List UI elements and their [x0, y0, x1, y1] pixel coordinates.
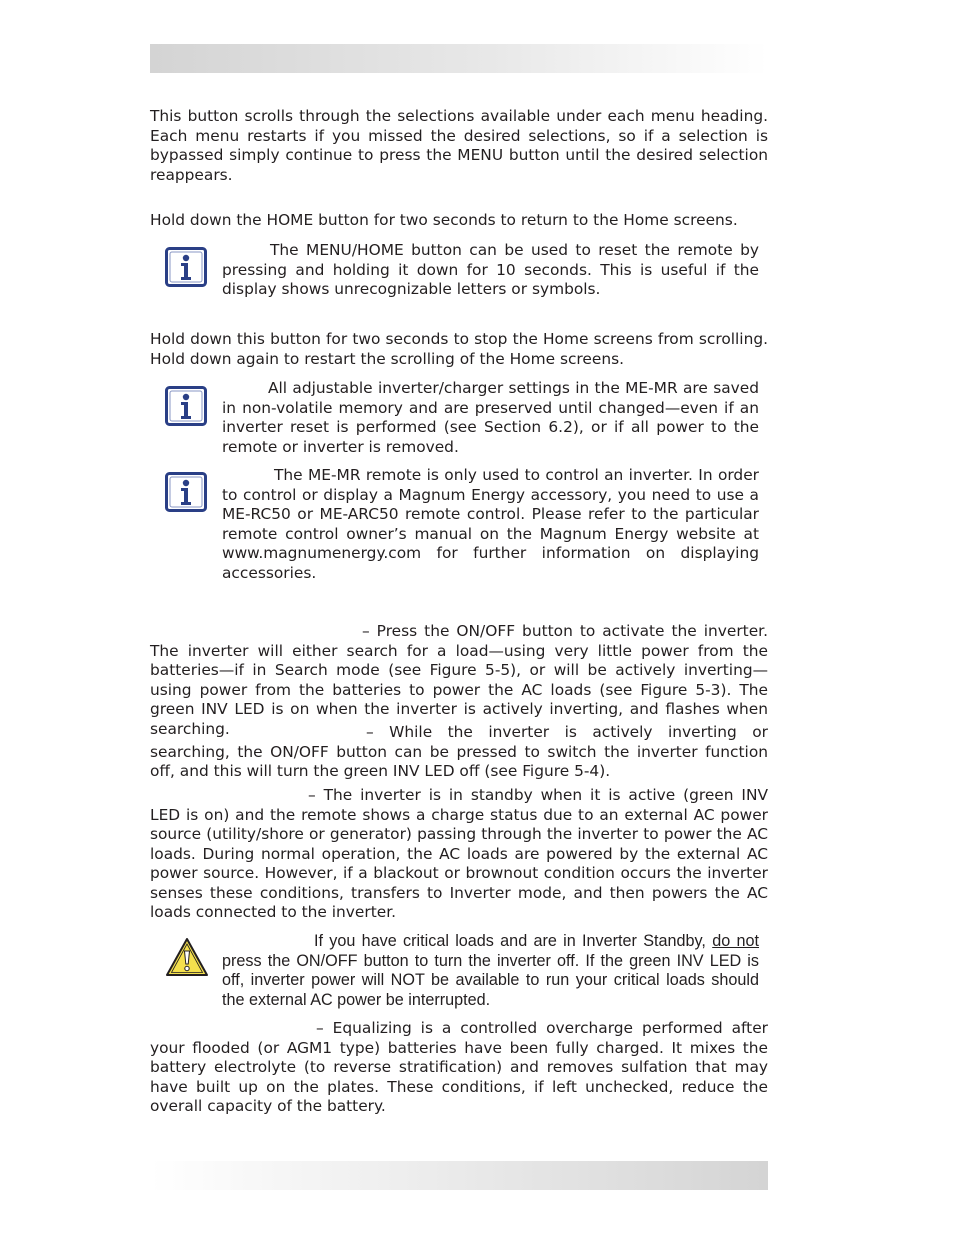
info-icon [165, 472, 207, 512]
footer-bar [150, 1161, 768, 1190]
note-reset: The MENU/HOME button can be used to reset the remote by pressing and holding it down for 10 seconds. This is useful if the display shows unrecognizable letters or symbols. [222, 241, 759, 298]
caution-icon [165, 937, 209, 978]
note-accessory: The ME-MR remote is only used to control an inverter. In order to control or display a Magnum Energy accessory, you need to use a ME-RC50 or ME-ARC50 remote control. Please refer to the particular remote control owner’s manual on the Magnum Energy website at www.magnumenergy.com for further information on displaying accessories. [222, 466, 759, 582]
header-bar [150, 44, 768, 73]
caution-note: If you have critical loads and are in Inverter Standby, do not press the ON/OFF button to turn the inverter off. If the green INV LED is off, inverter power will NOT be available to run your critical loads should the external AC power be interrupted. [222, 932, 759, 1009]
inverter-off-paragraph: – While the inverter is actively inverting or searching, the ON/OFF button can be pressed to switch the inverter function off, and this will turn the green INV LED off (see Figure 5-4). [150, 723, 768, 780]
inverter-on-paragraph: – Press the ON/OFF button to activate the inverter. The inverter will either search for a load—using very little power from the batteries—if in Search mode (see Figure 5-5), or will be actively inverting—using power from the batteries to power the AC loads (see Figure 5-3). The green INV LED is on when the inverter is actively inverting, and flashes when searching. [150, 622, 768, 738]
stop-scroll-paragraph: Hold down this button for two seconds to stop the Home screens from scrolling. Hold down again to restart the scrolling of the Home screens. [150, 330, 768, 368]
caution-emphasis: do not [712, 932, 759, 950]
home-hold-paragraph: Hold down the HOME button for two seconds to return to the Home screens. [150, 211, 738, 229]
info-icon [165, 247, 207, 287]
equalize-paragraph: – Equalizing is a controlled overcharge performed after your flooded (or AGM1 type) batteries have been fully charged. It mixes the battery electrolyte (to reverse stratification) and removes sulfation that may have built up on the plates. These conditions, if left unchecked, reduce the overall capacity of the battery. [150, 1019, 768, 1115]
note-memory: All adjustable inverter/charger settings in the ME-MR are saved in non-volatile memory and are preserved until changed—even if an inverter reset is performed (see Section 6.2), or if all power to the remote or inverter is removed. [222, 379, 759, 456]
menu-scroll-paragraph: This button scrolls through the selections available under each menu heading. Each menu restarts if you missed the desired selections, so if a selection is bypassed simply continue to press the MENU button until the desired selection reappears. [150, 107, 768, 184]
info-icon [165, 386, 207, 426]
inverter-standby-paragraph: – The inverter is in standby when it is active (green INV LED is on) and the remote shows a charge status due to an external AC power source (utility/shore or generator) passing through the inverter to power the AC loads. During normal operation, the AC loads are powered by the external AC power source. However, if a blackout or brownout condition occurs the inverter senses these conditions, transfers to Inverter mode, and then powers the AC loads connected to the inverter. [150, 786, 768, 921]
